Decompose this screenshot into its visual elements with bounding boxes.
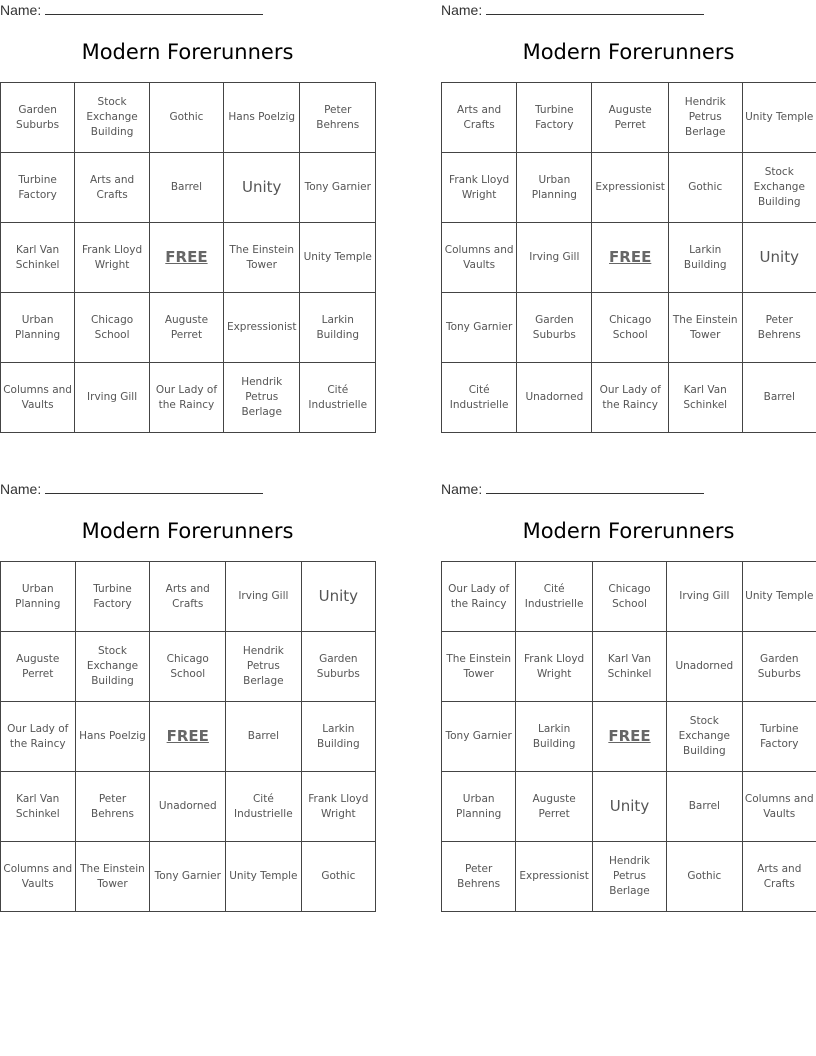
grid-cell: Our Lady of the Raincy <box>149 363 223 433</box>
grid-cell: Chicago School <box>150 632 226 702</box>
grid-cell: Karl Van Schinkel <box>1 772 76 842</box>
grid-cell: Unity <box>223 153 300 223</box>
bingo-grid <box>441 561 816 912</box>
name-field <box>441 0 704 18</box>
grid-cell: Gothic <box>668 153 742 223</box>
grid-row <box>442 293 816 363</box>
grid-cell: Tony Garnier <box>442 702 516 772</box>
grid-cell: Auguste Perret <box>149 293 223 363</box>
grid-cell: Hendrik Petrus Berlage <box>226 632 302 702</box>
grid-row <box>1 223 376 293</box>
grid-cell: Auguste Perret <box>1 632 76 702</box>
name-label: Name: <box>0 481 42 497</box>
free-space-cell: FREE <box>592 702 666 772</box>
grid-cell: Frank Lloyd Wright <box>442 153 517 223</box>
grid-cell: Unadorned <box>517 363 592 433</box>
grid-cell: Expressionist <box>223 293 300 363</box>
free-space-cell: FREE <box>592 223 668 293</box>
grid-cell: Larkin Building <box>516 702 593 772</box>
grid-cell: Urban Planning <box>517 153 592 223</box>
card-title: Modern Forerunners <box>522 40 735 64</box>
grid-cell: Arts and Crafts <box>150 562 226 632</box>
grid-row <box>1 842 376 912</box>
bingo-card-4 <box>441 479 816 919</box>
grid-cell: Garden Suburbs <box>301 632 375 702</box>
grid-cell: Unity <box>742 223 816 293</box>
card-title: Modern Forerunners <box>522 519 735 543</box>
grid-cell: Garden Suburbs <box>517 293 592 363</box>
grid-cell: Auguste Perret <box>592 83 668 153</box>
grid-row <box>442 153 816 223</box>
grid-cell: The Einstein Tower <box>75 842 150 912</box>
grid-cell: The Einstein Tower <box>223 223 300 293</box>
grid-cell: Auguste Perret <box>516 772 593 842</box>
grid-cell: Stock Exchange Building <box>742 153 816 223</box>
grid-cell: Unity <box>301 562 375 632</box>
grid-cell: Cité Industrielle <box>442 363 517 433</box>
grid-cell: Turbine Factory <box>75 562 150 632</box>
grid-row <box>442 562 816 632</box>
grid-cell: Columns and Vaults <box>1 363 75 433</box>
grid-cell: Peter Behrens <box>442 842 516 912</box>
name-field <box>441 479 704 497</box>
name-blank-line <box>45 479 263 494</box>
grid-row <box>1 772 376 842</box>
free-space-cell: FREE <box>150 702 226 772</box>
grid-row <box>1 562 376 632</box>
grid-cell: Garden Suburbs <box>1 83 75 153</box>
grid-cell: Urban Planning <box>1 562 76 632</box>
grid-cell: Urban Planning <box>1 293 75 363</box>
grid-cell: Unity Temple <box>300 223 376 293</box>
grid-cell: Unity Temple <box>742 562 816 632</box>
grid-cell: Stock Exchange Building <box>75 632 150 702</box>
grid-row <box>1 702 376 772</box>
grid-cell: Garden Suburbs <box>742 632 816 702</box>
grid-cell: Our Lady of the Raincy <box>1 702 76 772</box>
grid-cell: Unity Temple <box>226 842 302 912</box>
name-blank-line <box>486 0 704 15</box>
grid-cell: Frank Lloyd Wright <box>516 632 593 702</box>
grid-cell: Gothic <box>149 83 223 153</box>
grid-cell: Cité Industrielle <box>226 772 302 842</box>
grid-row <box>442 363 816 433</box>
name-label: Name: <box>441 481 483 497</box>
grid-cell: Our Lady of the Raincy <box>592 363 668 433</box>
grid-cell: Turbine Factory <box>742 702 816 772</box>
grid-cell: Columns and Vaults <box>442 223 517 293</box>
grid-cell: Barrel <box>226 702 302 772</box>
grid-cell: Irving Gill <box>667 562 742 632</box>
grid-cell: Stock Exchange Building <box>667 702 742 772</box>
grid-cell: Gothic <box>667 842 742 912</box>
grid-cell: Chicago School <box>592 293 668 363</box>
grid-cell: Karl Van Schinkel <box>1 223 75 293</box>
grid-row <box>1 153 376 223</box>
grid-cell: Hans Poelzig <box>75 702 150 772</box>
bingo-grid <box>441 82 816 433</box>
grid-row <box>442 83 816 153</box>
grid-cell: Hendrik Petrus Berlage <box>668 83 742 153</box>
grid-cell: Tony Garnier <box>150 842 226 912</box>
grid-cell: The Einstein Tower <box>442 632 516 702</box>
grid-cell: Irving Gill <box>517 223 592 293</box>
grid-cell: The Einstein Tower <box>668 293 742 363</box>
grid-cell: Urban Planning <box>442 772 516 842</box>
name-label: Name: <box>441 2 483 18</box>
grid-cell: Chicago School <box>75 293 150 363</box>
grid-row <box>1 363 376 433</box>
grid-row <box>1 83 376 153</box>
grid-cell: Chicago School <box>592 562 666 632</box>
grid-cell: Stock Exchange Building <box>75 83 150 153</box>
grid-row <box>1 293 376 363</box>
grid-cell: Expressionist <box>516 842 593 912</box>
grid-cell: Frank Lloyd Wright <box>75 223 150 293</box>
grid-cell: Irving Gill <box>75 363 150 433</box>
grid-row <box>442 632 816 702</box>
grid-cell: Gothic <box>301 842 375 912</box>
grid-cell: Expressionist <box>592 153 668 223</box>
grid-cell: Arts and Crafts <box>442 83 517 153</box>
grid-cell: Unity <box>592 772 666 842</box>
grid-cell: Hans Poelzig <box>223 83 300 153</box>
grid-cell: Cité Industrielle <box>300 363 376 433</box>
name-blank-line <box>486 479 704 494</box>
grid-cell: Columns and Vaults <box>742 772 816 842</box>
grid-row <box>1 632 376 702</box>
grid-cell: Arts and Crafts <box>742 842 816 912</box>
grid-cell: Arts and Crafts <box>75 153 150 223</box>
grid-cell: Larkin Building <box>301 702 375 772</box>
name-label: Name: <box>0 2 42 18</box>
bingo-card-1 <box>0 0 376 440</box>
name-field <box>0 479 263 497</box>
grid-cell: Tony Garnier <box>300 153 376 223</box>
grid-cell: Peter Behrens <box>75 772 150 842</box>
free-space-cell: FREE <box>149 223 223 293</box>
grid-cell: Columns and Vaults <box>1 842 76 912</box>
name-field <box>0 0 263 18</box>
bingo-card-3 <box>0 479 376 919</box>
grid-cell: Frank Lloyd Wright <box>301 772 375 842</box>
grid-cell: Unity Temple <box>742 83 816 153</box>
grid-cell: Larkin Building <box>300 293 376 363</box>
grid-cell: Larkin Building <box>668 223 742 293</box>
name-blank-line <box>45 0 263 15</box>
grid-cell: Karl Van Schinkel <box>592 632 666 702</box>
grid-cell: Karl Van Schinkel <box>668 363 742 433</box>
grid-cell: Turbine Factory <box>517 83 592 153</box>
grid-row <box>442 842 816 912</box>
grid-cell: Turbine Factory <box>1 153 75 223</box>
grid-cell: Barrel <box>667 772 742 842</box>
card-title: Modern Forerunners <box>81 40 294 64</box>
grid-cell: Unadorned <box>667 632 742 702</box>
grid-cell: Cité Industrielle <box>516 562 593 632</box>
bingo-grid <box>0 82 376 433</box>
card-title: Modern Forerunners <box>81 519 294 543</box>
grid-cell: Barrel <box>149 153 223 223</box>
grid-cell: Peter Behrens <box>300 83 376 153</box>
grid-cell: Hendrik Petrus Berlage <box>223 363 300 433</box>
grid-cell: Peter Behrens <box>742 293 816 363</box>
grid-row <box>442 702 816 772</box>
grid-cell: Our Lady of the Raincy <box>442 562 516 632</box>
bingo-grid <box>0 561 376 912</box>
grid-row <box>442 223 816 293</box>
grid-cell: Hendrik Petrus Berlage <box>592 842 666 912</box>
grid-cell: Unadorned <box>150 772 226 842</box>
bingo-card-2 <box>441 0 816 440</box>
grid-cell: Irving Gill <box>226 562 302 632</box>
grid-cell: Tony Garnier <box>442 293 517 363</box>
grid-cell: Barrel <box>742 363 816 433</box>
grid-row <box>442 772 816 842</box>
